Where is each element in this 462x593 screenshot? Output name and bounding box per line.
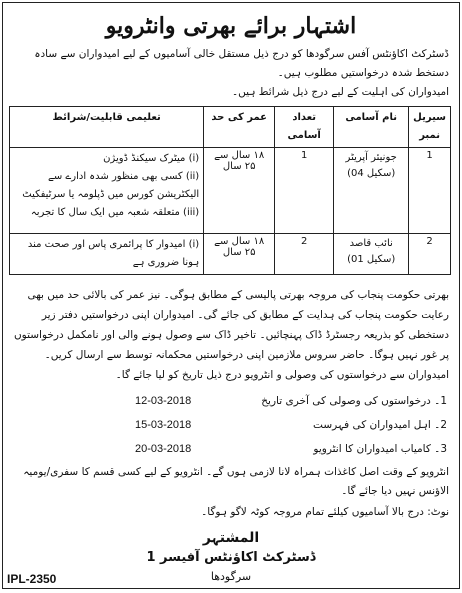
row-serial: 2 [409, 234, 451, 275]
qualification-item: (i) امیدوار کا پرائمری پاس اور صحت مند ہونا ضروری ہے [27, 239, 200, 268]
post-name: نائب قاصد [349, 238, 393, 249]
date-label: 1۔ درخواستوں کی وصولی کی آخری تاریخ [261, 395, 447, 407]
date-value: 20-03-2018 [135, 443, 192, 455]
header-age: عمر کی حد [204, 107, 275, 148]
post-scale: (سکیل 04) [347, 168, 396, 179]
ipl-number: IPL-2350 [7, 572, 57, 586]
date-label: 2۔ اہل امیدواران کی فہرست [313, 419, 447, 431]
date-label: 3۔ کامیاب امیدواران کا انٹرویو [313, 443, 447, 455]
row-age: ۱۸ سال سے ۲۵ سال [204, 148, 275, 234]
officer-title: ڈسٹرکٹ اکاؤنٹس آفیسر 1 [146, 550, 316, 565]
header-count: تعداد آسامی [275, 107, 334, 148]
row-post [334, 148, 409, 234]
quota-note: نوٹ: درج بالا آسامیوں کیلئے تمام مروجہ کوٹہ لاگو ہوگا۔ [201, 506, 449, 518]
row-count: 2 [275, 234, 334, 275]
qualification-item: (iii) متعلقہ شعبہ میں ایک سال کا تجربہ [30, 207, 200, 218]
row-qualification [10, 234, 204, 275]
dates-list [3, 389, 459, 461]
advertisement-page [2, 2, 460, 589]
jobs-table [9, 106, 451, 275]
table-row [10, 234, 451, 275]
row-age: ۱۸ سال سے ۲۵ سال [204, 234, 275, 275]
header-qualification: تعلیمی قابلیت/شرائط [10, 107, 204, 148]
qualification-item: (ii) کسی بھی منظور شدہ ادارے سے الیکٹریشن کورس میں ڈپلومہ یا سرٹیفکیٹ [22, 171, 200, 200]
row-qualification [10, 148, 204, 234]
row-post [334, 234, 409, 275]
post-scale: (سکیل 01) [347, 254, 396, 265]
date-row [15, 413, 447, 437]
row-count: 1 [275, 148, 334, 234]
signature-block [3, 528, 459, 586]
row-serial: 1 [409, 148, 451, 234]
table-row [10, 148, 451, 234]
date-value: 12-03-2018 [135, 395, 192, 407]
header-serial: سیریل نمبر [409, 107, 451, 148]
qualification-item: (i) میٹرک سیکنڈ ڈویژن [103, 153, 200, 164]
advertiser-label: المشتہر [202, 530, 260, 546]
interview-note: انٹرویو کے وقت اصل کاغذات ہمراہ لانا لازمی ہوں گے۔ انٹرویو کے لیے کسی قسم کا سفری/یومیہ الاؤنس نہیں دیا جائے گا۔ [23, 466, 449, 497]
city-name: سرگودھا [210, 570, 252, 583]
date-row [15, 389, 447, 413]
intro-text: ڈسٹرکٹ اکاؤنٹس آفس سرگودھا کو درج ذیل مستقل خالی آسامیوں کے لیے امیدواران سے سادہ دستخط شدہ درخواستیں مطلوب ہیں۔ [34, 48, 449, 79]
eligibility-text: امیدواران کی اہلیت کے لیے درج ذیل شرائط ہیں۔ [232, 86, 449, 98]
page-title: اشتہار برائے بھرتی وانٹرویو [105, 13, 357, 39]
table-header-row [10, 107, 451, 148]
header-post: نام آسامی [334, 107, 409, 148]
policy-text: بھرتی حکومت پنجاب کی مروجہ بھرتی پالیسی کے مطابق ہوگی۔ نیز عمر کی بالائی حد میں بھی رعایت حکومت پنجاب کی ہدایت کے مطابق کی جائے گی۔ امیدواران اپنی درخواستیں دفتر زیر دستخطی کو بذریعہ رجسٹرڈ ڈاک پہنچائیں۔ تاخیر ڈاک سے وصول ہونے والی اور نامکمل درخواستوں پر غور نہیں ہوگا۔ حاضر سروس ملازمین اپنی درخواستیں محکمانہ توسط سے ارسال کریں۔ امیدواران سے درخواستوں کی وصولی و انٹرویو درج ذیل تاریخ کو لیا جائے گا۔ [13, 289, 449, 381]
date-value: 15-03-2018 [135, 419, 192, 431]
post-name: جونیئر آپریٹر [345, 152, 397, 163]
date-row [15, 437, 447, 461]
